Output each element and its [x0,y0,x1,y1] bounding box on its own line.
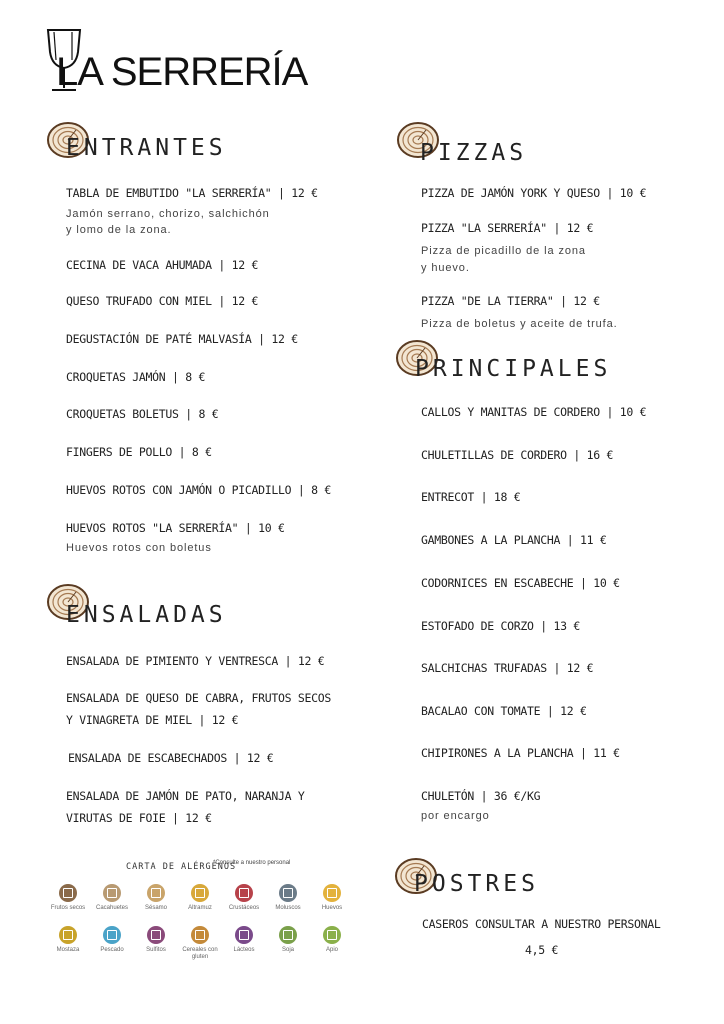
section-title-ensaladas: ENSALADAS [66,602,227,628]
menu-item: CODORNICES EN ESCABECHE | 10 € [421,576,620,590]
menu-item: ENSALADA DE ESCABECHADOS | 12 € [68,751,274,765]
menu-item: ENSALADA DE PIMIENTO Y VENTRESCA | 12 € [66,654,325,668]
menu-item: HUEVOS ROTOS CON JAMÓN O PICADILLO | 8 € [66,483,331,497]
menu-item: CHULETÓN | 36 €/KG [421,789,541,803]
menu-item-price: 4,5 € [525,943,559,957]
allergen-icon [103,884,121,902]
allergen-item [310,884,354,912]
menu-item: CROQUETAS BOLETUS | 8 € [66,407,219,421]
section-title-principales: PRINCIPALES [415,356,612,382]
menu-item-desc: por encargo [421,810,490,822]
allergen-label: Cereales con gluten [182,947,218,960]
allergen-icon [147,926,165,944]
allergen-label: Altramuz [188,905,212,911]
allergen-label: Sulfitos [146,947,166,953]
allergen-icon [323,884,341,902]
allergen-label: Soja [281,947,294,953]
menu-item: DEGUSTACIÓN DE PATÉ MALVASÍA | 12 € [66,332,298,346]
menu-item: CHULETILLAS DE CORDERO | 16 € [421,448,614,462]
allergen-label: Pescado [100,947,124,953]
menu-item: SALCHICHAS TRUFADAS | 12 € [421,661,594,675]
allergen-label: Crustáceos [228,905,260,911]
allergen-icon [279,884,297,902]
allergen-label: Apio [325,947,338,953]
menu-item: GAMBONES A LA PLANCHA | 11 € [421,533,607,547]
allergen-item [46,926,90,954]
menu-item-desc: Pizza de boletus y aceite de trufa. [421,318,618,330]
menu-item: QUESO TRUFADO CON MIEL | 12 € [66,294,259,308]
menu-item: ENSALADA DE QUESO DE CABRA, FRUTOS SECOS [66,691,331,705]
section-title-postres: POSTRES [414,871,539,897]
allergen-label: Cacahuetes [95,905,129,911]
allergen-item [178,926,222,961]
allergen-label: Frutos secos [50,905,86,911]
menu-item: PIZZA DE JAMÓN YORK Y QUESO | 10 € [421,186,647,200]
allergen-item [222,926,266,954]
menu-item: BACALAO CON TOMATE | 12 € [421,704,587,718]
allergen-item [134,926,178,954]
allergen-chart-note: *Consulte a nuestro personal [213,860,291,866]
menu-item-desc: Jamón serrano, chorizo, salchichón [66,208,270,220]
menu-item-desc: Pizza de picadillo de la zona [421,245,586,257]
allergen-icon [191,926,209,944]
allergen-label: Sésamo [144,905,167,911]
allergen-icon [103,926,121,944]
allergen-icon [235,926,253,944]
menu-item: FINGERS DE POLLO | 8 € [66,445,212,459]
allergen-item [90,884,134,912]
section-title-entrantes: ENTRANTES [66,135,227,161]
allergen-item [134,884,178,912]
menu-item: Y VINAGRETA DE MIEL | 12 € [66,713,239,727]
allergen-item [46,884,90,912]
menu-item: TABLA DE EMBUTIDO "LA SERRERÍA" | 12 € [66,186,318,200]
menu-item: CHIPIRONES A LA PLANCHA | 11 € [421,746,620,760]
menu-item-desc: Huevos rotos con boletus [66,542,212,554]
allergen-label: Lácteos [233,947,255,953]
allergen-label: Moluscos [275,905,301,911]
menu-item: CECINA DE VACA AHUMADA | 12 € [66,258,259,272]
allergen-icon [235,884,253,902]
allergen-icon [59,884,77,902]
allergen-item [310,926,354,954]
brand-logo-text: LA SERRERÍA [56,50,308,94]
allergen-icon [191,884,209,902]
allergen-chart-title: CARTA DE ALÉRGENOS [126,862,237,872]
section-title-pizzas: PIZZAS [420,140,528,166]
allergen-item [266,926,310,954]
menu-item: PIZZA "DE LA TIERRA" | 12 € [421,294,600,308]
menu-item: ENSALADA DE JAMÓN DE PATO, NARANJA Y [66,789,305,803]
menu-item: CROQUETAS JAMÓN | 8 € [66,370,206,384]
allergen-item [222,884,266,912]
menu-item: HUEVOS ROTOS "LA SERRERÍA" | 10 € [66,521,285,535]
allergen-icon [323,926,341,944]
menu-item: VIRUTAS DE FOIE | 12 € [66,811,212,825]
allergen-item [266,884,310,912]
menu-item: PIZZA "LA SERRERÍA" | 12 € [421,221,594,235]
menu-item: ESTOFADO DE CORZO | 13 € [421,619,580,633]
allergen-icon [59,926,77,944]
menu-item-desc: y lomo de la zona. [66,224,172,236]
menu-item: CALLOS Y MANITAS DE CORDERO | 10 € [421,405,647,419]
allergen-label: Mostaza [56,947,80,953]
menu-item: ENTRECOT | 18 € [421,490,521,504]
allergen-label: Huevos [321,905,343,911]
allergen-icon [147,884,165,902]
allergen-item [90,926,134,954]
allergen-icon [279,926,297,944]
menu-item: CASEROS CONSULTAR A NUESTRO PERSONAL [422,917,661,931]
allergen-item [178,884,222,912]
menu-item-desc: y huevo. [421,262,470,274]
